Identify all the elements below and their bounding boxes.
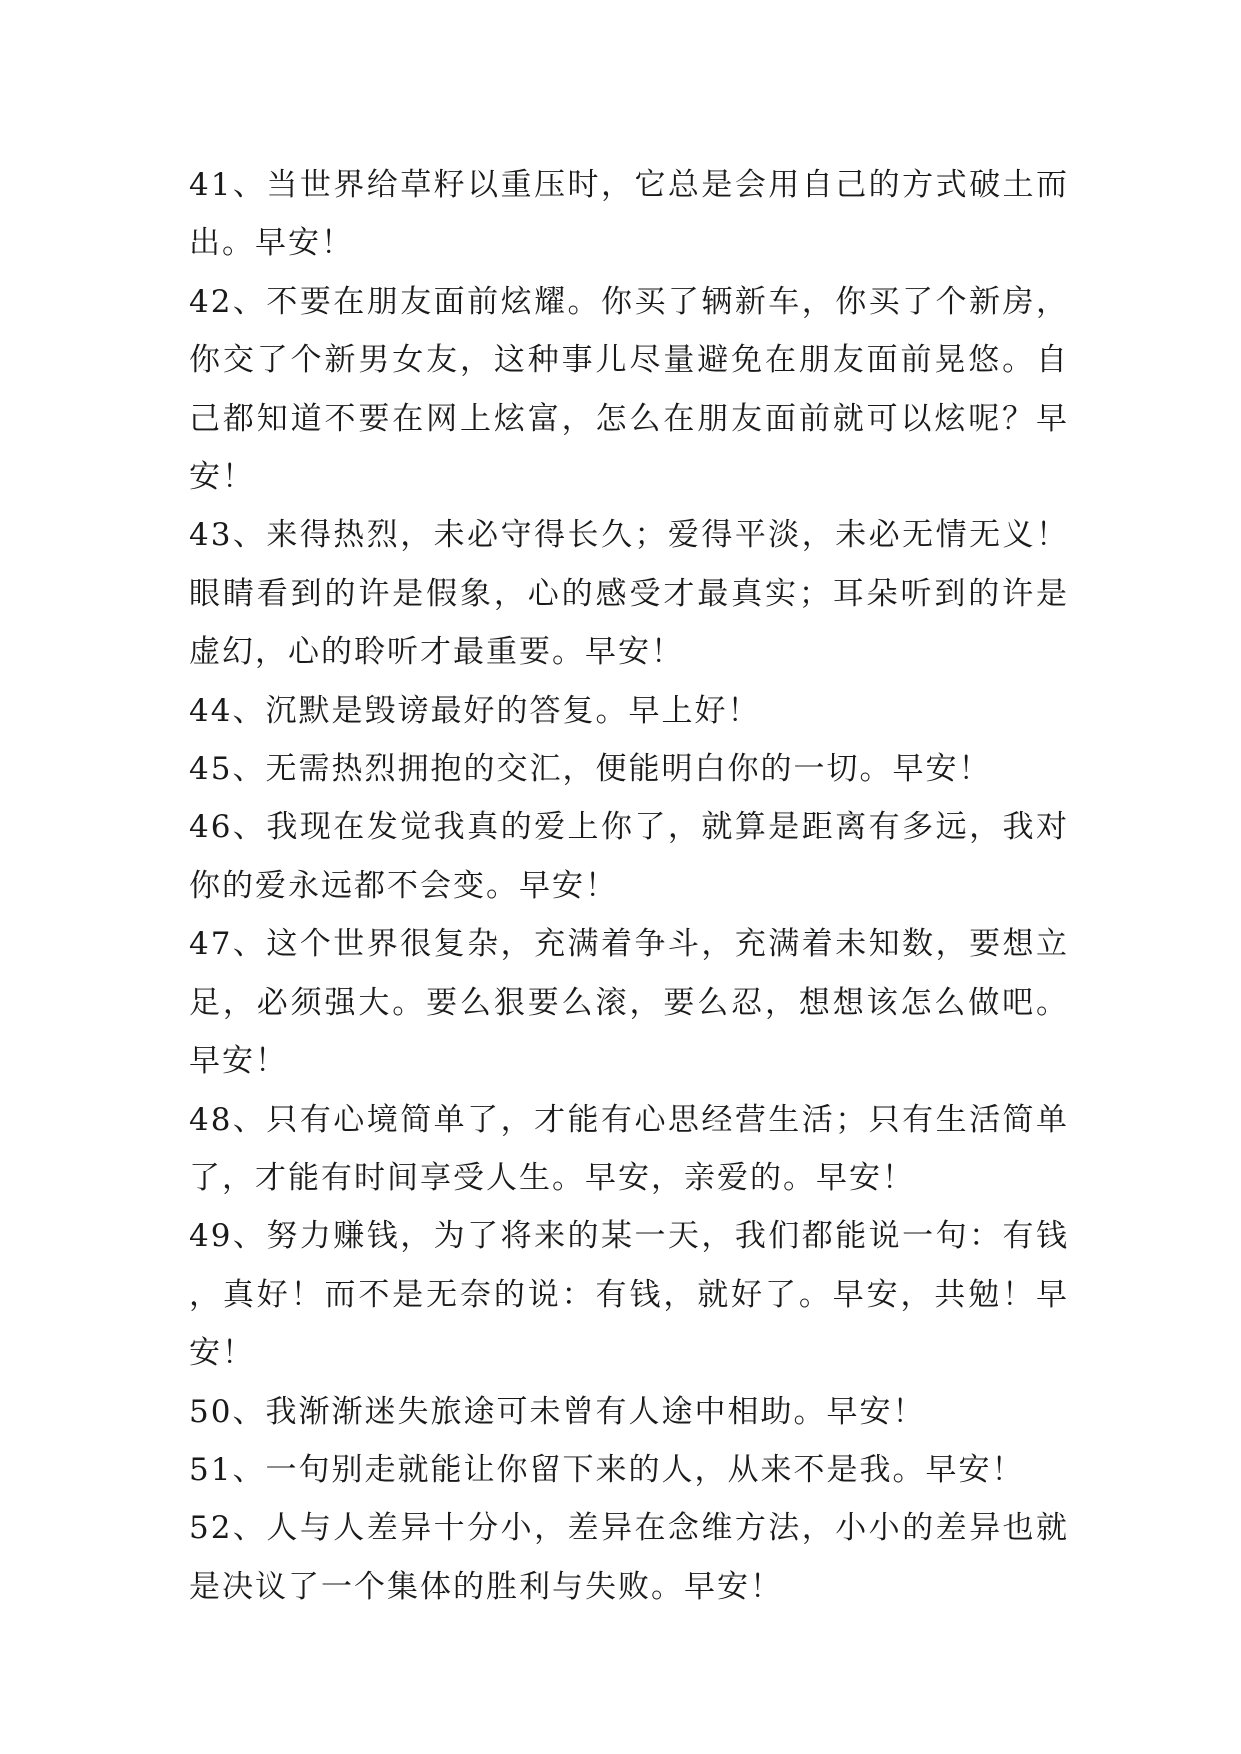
entry-43: 43、来得热烈，未必守得长久；爱得平淡，未必无情无义！眼睛看到的许是假象，心的感受才最真实；耳朵听到的许是虚幻，心的聆听才最重要。早安！ [189,517,1069,671]
entry-51: 51、一句别走就能让你留下来的人，从来不是我。早安！ [189,1451,1025,1488]
entry-44: 44、沉默是毁谤最好的答复。早上好！ [189,692,761,729]
entry-46: 46、我现在发觉我真的爱上你了，就算是距离有多远，我对你的爱永远都不会变。早安！ [189,809,1069,904]
entry-41: 41、当世界给草籽以重压时，它总是会用自己的方式破土而出。早安！ [189,167,1069,262]
entry-48: 48、只有心境简单了，才能有心思经营生活；只有生活简单了，才能有时间享受人生。早安，亲爱的。早安！ [189,1101,1069,1196]
entry-45: 45、无需热烈拥抱的交汇，便能明白你的一切。早安！ [189,751,992,788]
entry-42: 42、不要在朋友面前炫耀。你买了辆新车，你买了个新房，你交了个新男女友，这种事儿尽量避免在朋友面前晃悠。自己都知道不要在网上炫富，怎么在朋友面前就可以炫呢？早安！ [189,283,1069,496]
entry-47: 47、这个世界很复杂，充满着争斗，充满着未知数，要想立足，必须强大。要么狠要么滚，要么忍，想想该怎么做吧。早安！ [189,926,1069,1080]
entry-52: 52、人与人差异十分小，差异在念维方法，小小的差异也就是决议了一个集体的胜利与失败。早安！ [189,1510,1069,1605]
entry-49: 49、努力赚钱，为了将来的某一天，我们都能说一句：有钱，真好！而不是无奈的说：有钱，就好了。早安，共勉！早安！ [189,1218,1069,1372]
entry-50: 50、我渐渐迷失旅途可未曾有人途中相助。早安！ [189,1393,926,1430]
document-body [189,156,1069,1616]
